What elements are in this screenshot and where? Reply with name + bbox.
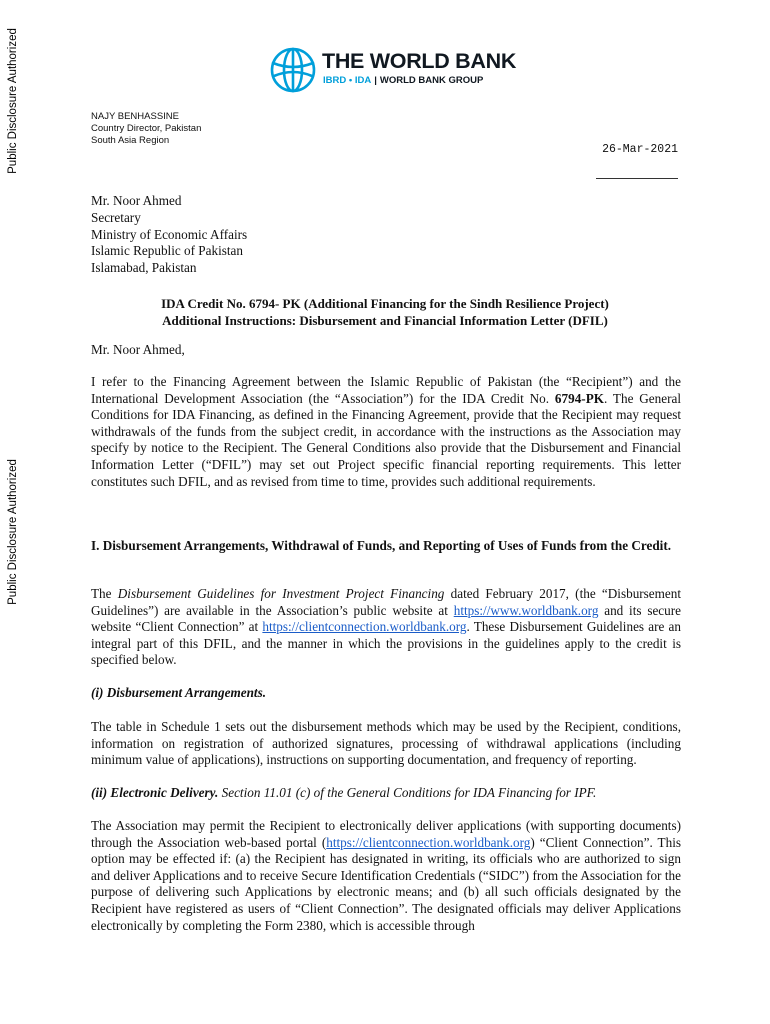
sender-name: NAJY BENHASSINE [91,111,179,122]
letter-date: 26-Mar-2021 [602,143,678,156]
recipient-name: Mr. Noor Ahmed [91,193,182,208]
heading-electronic-delivery: (ii) Electronic Delivery. Section 11.01 (c) of the General Conditions for IDA Financing for IPF. [91,785,597,800]
heading-disbursement-arrangements: (i) Disbursement Arrangements. [91,685,266,700]
recipient-country: Islamic Republic of Pakistan [91,243,243,259]
paragraph-schedule: The table in Schedule 1 sets out the disbursement methods which may be used by the Recipient, conditions, information on registration of authorized signatures, processing of withdrawal applications (including minimum value of applications), instructions on supporting documentation, and frequency of reporting. [91,719,681,768]
recipient-office: Ministry of Economic Affairs [91,226,248,242]
sender-region: South Asia Region [91,135,170,146]
section-heading-disbursement: I. Disbursement Arrangements, Withdrawal of Funds, and Reporting of Uses of Funds from the Credit. [91,538,672,553]
letter-subject: IDA Credit No. 6794- PK (Additional Financing for the Sindh Resilience Project) Additional Instructions: Disbursement and Financial Information Letter (DFIL) [161,296,609,328]
salutation: Mr. Noor Ahmed, [91,342,185,357]
paragraph-intro: I refer to the Financing Agreement between the Islamic Republic of Pakistan (the “Recipient”) and the International Development Association (the “Association”) for the IDA Credit No. 6794-PK. The General Conditions for IDA Financing, as defined in the Financing Agreement, provide that the Recipient may request withdrawals of the funds from the subject credit, in accordance with the instructions as the Association may specify by notice to the Recipient. The General Conditions also provide that the Disbursement and Financial Information Letter (“DFIL”) may set out Project specific financial reporting requirements. This letter constitutes such DFIL, and as revised from time to time, provides such additional requirements. [91,374,682,489]
date-underline [596,178,678,179]
sender-title: Country Director, Pakistan [91,123,202,134]
recipient-title: Secretary [91,209,141,225]
client-connection-portal-link[interactable]: https://clientconnection.worldbank.org [326,834,531,850]
paragraph-electronic-delivery: The Association may permit the Recipient to electronically deliver applications (with supporting documents) through the Association web-based portal (https://clientconnection.worldbank.org) “Client Connection”. This option may be effected if: (a) the Recipient has designated in writing, its officials who are authorized to sign and deliver Applications and to receive Secure Identification Credentials (“SIDC”) from the Association for the purpose of delivering such Applications by electronic means; and (b) all such officials designated by the Recipient have registered as users of “Client Connection”. The designated officials may deliver Applications electronically by completing the Form 2380, which is accessible through [91,818,682,933]
logo-subtitle: IBRD • IDA | WORLD BANK GROUP [323,75,484,86]
world-bank-logo [268,45,517,95]
paragraph-guidelines: The Disbursement Guidelines for Investment Project Financing dated February 2017, (the “Disbursement Guidelines”) are available in the Association’s public website at https://www.worldbank.org and its secure website “Client Connection” at https://clientconnection.worldbank.org. These Disbursement Guidelines are an integral part of this DFIL, and the manner in which the provisions in the guidelines apply to the credit is specified below. [91,586,682,668]
recipient-address [91,193,247,277]
client-connection-link[interactable]: https://clientconnection.worldbank.org [262,619,467,635]
globe-icon [268,45,318,95]
logo-title: THE WORLD BANK [322,49,517,73]
worldbank-website-link[interactable]: https://www.worldbank.org [453,602,599,618]
recipient-city: Islamabad, Pakistan [91,260,197,276]
sender-block [91,111,201,147]
